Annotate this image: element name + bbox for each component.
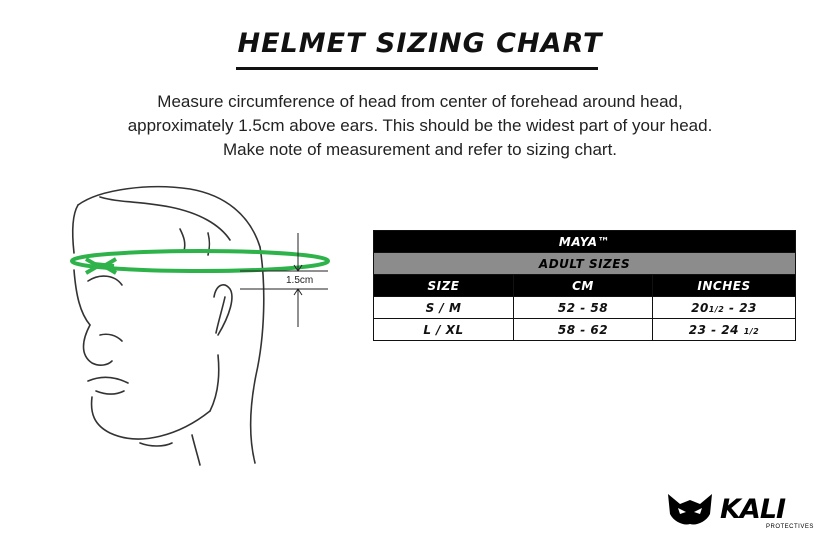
size-table bbox=[373, 230, 796, 341]
table-row bbox=[374, 297, 796, 319]
model-name: MAYA™ bbox=[374, 231, 796, 253]
logo-tagline: PROTECTIVES bbox=[766, 524, 814, 530]
head-outline bbox=[73, 187, 264, 465]
inches-main: 23 - 24 bbox=[688, 322, 744, 337]
head-profile-drawing bbox=[60, 185, 335, 475]
size-cell: S / M bbox=[374, 297, 514, 319]
page-title: HELMET SIZING CHART bbox=[237, 28, 603, 59]
mask-icon bbox=[668, 494, 712, 525]
inches-cell bbox=[653, 297, 796, 319]
column-header-inches: INCHES bbox=[653, 275, 796, 297]
kali-logo bbox=[666, 488, 822, 530]
size-cell: L / XL bbox=[374, 319, 514, 341]
circumference-band bbox=[72, 251, 328, 273]
inches-fraction: 1/2 bbox=[708, 304, 725, 314]
inches-main: 20 bbox=[691, 300, 709, 315]
table-row bbox=[374, 319, 796, 341]
offset-marker bbox=[240, 233, 328, 327]
cm-cell: 58 - 62 bbox=[514, 319, 653, 341]
column-header-cm: CM bbox=[514, 275, 653, 297]
logo-wordmark: KALI bbox=[720, 494, 786, 525]
kali-logo-mark bbox=[666, 488, 822, 530]
inches-rest: - 23 bbox=[724, 300, 757, 315]
size-group: ADULT SIZES bbox=[374, 253, 796, 275]
title-underline bbox=[236, 67, 598, 70]
inches-cell bbox=[653, 319, 796, 341]
inches-fraction: 1/2 bbox=[743, 326, 760, 336]
head-measurement-illustration bbox=[60, 185, 335, 475]
cm-cell: 52 - 58 bbox=[514, 297, 653, 319]
measurement-instructions: Measure circumference of head from center of forehead around head, approximately 1.5cm above ears. This should be the widest part of your head. Make note of measurement and refer to sizing chart. bbox=[127, 92, 713, 159]
offset-label: 1.5cm bbox=[286, 275, 314, 286]
column-header-size: SIZE bbox=[374, 275, 514, 297]
